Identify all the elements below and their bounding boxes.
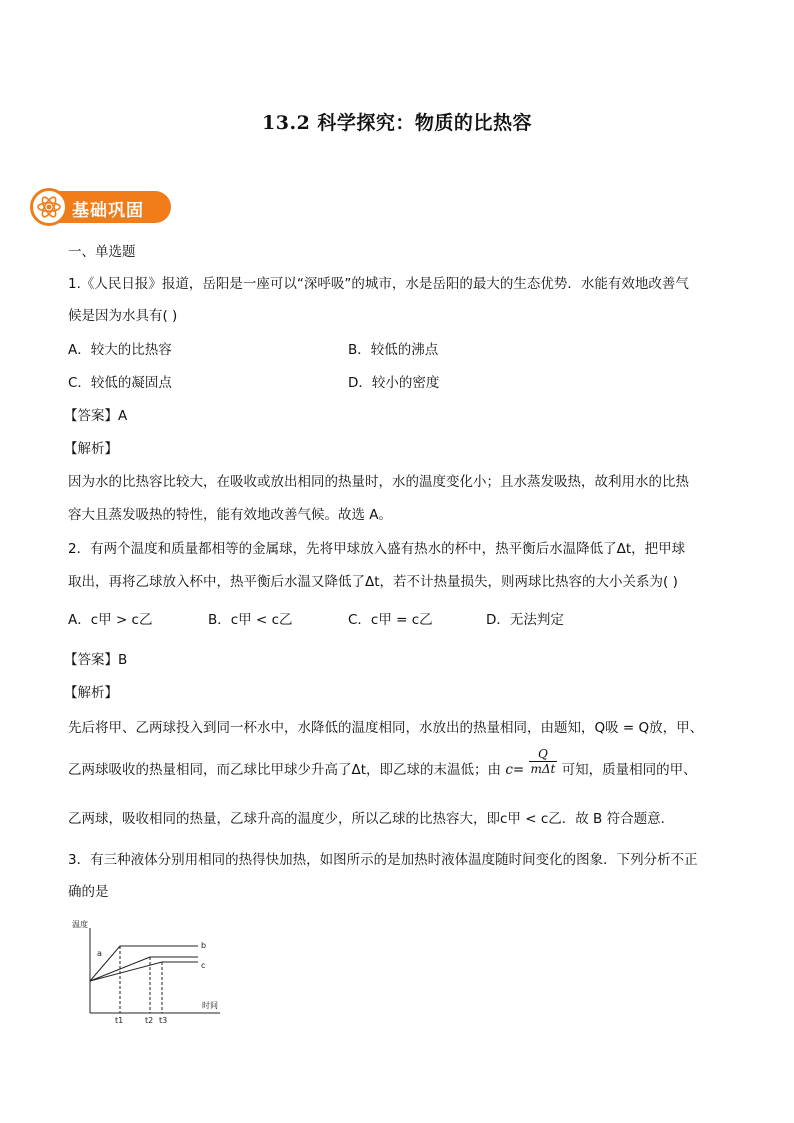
q2-option-a: A．c甲 > c乙	[68, 612, 153, 628]
page-title: 13.2 科学探究：物质的比热容	[262, 112, 532, 134]
q2-line2: 取出，再将乙球放入杯中，热平衡后水温又降低了Δt，若不计热量损失，则两球比热容的大小关系为( )	[68, 574, 678, 590]
q2-analysis-line3: 乙两球，吸收相同的热量，乙球升高的温度少，所以乙球的比热容大，即c甲 < c乙．故 B 符合题意．	[68, 811, 675, 827]
tick-t3: t3	[159, 1016, 168, 1025]
q2-option-d: D．无法判定	[486, 612, 564, 628]
q1-option-c: C．较低的凝固点	[68, 375, 172, 391]
q1-analysis-line2: 容大且蒸发吸热的特性，能有效地改善气候。故选 A。	[68, 507, 393, 523]
banner-label: 基础巩固	[72, 201, 144, 221]
q3-line1: 3．有三种液体分别用相同的热得快加热，如图所示的是加热时液体温度随时间变化的图象．下列分析不正	[68, 852, 698, 868]
label-c: c	[201, 961, 206, 970]
y-axis-label: 温度	[72, 920, 88, 929]
formula-lhs: c=	[505, 762, 525, 778]
formula-fraction	[529, 747, 558, 776]
atom-icon	[30, 188, 68, 226]
q3-line2: 确的是	[68, 884, 109, 900]
tick-t2: t2	[145, 1016, 154, 1025]
tick-t1: t1	[115, 1016, 124, 1025]
line-a	[90, 946, 198, 981]
q2-answer: 【答案】B	[64, 652, 128, 668]
q2-line1: 2．有两个温度和质量都相等的金属球，先将甲球放入盛有热水的杯中，热平衡后水温降低了Δt，把甲球	[68, 541, 686, 557]
x-axis-label: 时间	[202, 1001, 218, 1010]
q1-analysis-label: 【解析】	[64, 441, 118, 457]
section-banner	[30, 188, 171, 226]
q1-line1: 1.《人民日报》报道，岳阳是一座可以“深呼吸”的城市，水是岳阳的最大的生态优势．水能有效地改善气	[68, 276, 689, 292]
q2-analysis-line1: 先后将甲、乙两球投入到同一杯水中，水降低的温度相同，水放出的热量相同，由题知，Q吸 = Q放，甲、	[68, 720, 704, 736]
formula-numerator: Q	[529, 747, 558, 762]
label-b: b	[201, 941, 207, 950]
q2-option-c: C．c甲 = c乙	[348, 612, 433, 628]
q1-option-b: B．较低的沸点	[348, 342, 439, 358]
line-c	[90, 962, 198, 981]
q1-option-a: A．较大的比热容	[68, 342, 172, 358]
q2-option-b: B．c甲 < c乙	[208, 612, 293, 628]
q1-answer: 【答案】A	[64, 408, 128, 424]
formula-denominator: mΔt	[530, 761, 556, 776]
q1-line2: 候是因为水具有( )	[68, 308, 178, 324]
q2-analysis-label: 【解析】	[64, 685, 118, 701]
section-heading: 一、单选题	[68, 244, 136, 260]
q1-option-d: D．较小的密度	[348, 375, 440, 391]
q2-analysis-line2: 乙两球吸收的热量相同，而乙球比甲球少升高了Δt，即乙球的末温低；由 c= $\frac{Q}{\text{mΔt}}$ 可知，质量相同的甲、	[68, 746, 697, 778]
q1-analysis-line1: 因为水的比热容比较大，在吸收或放出相同的热量时，水的温度变化小；且水蒸发吸热，故利用水的比热	[68, 474, 689, 490]
label-a: a	[97, 949, 102, 958]
line-b	[90, 957, 198, 981]
temperature-time-graph	[70, 918, 240, 1028]
